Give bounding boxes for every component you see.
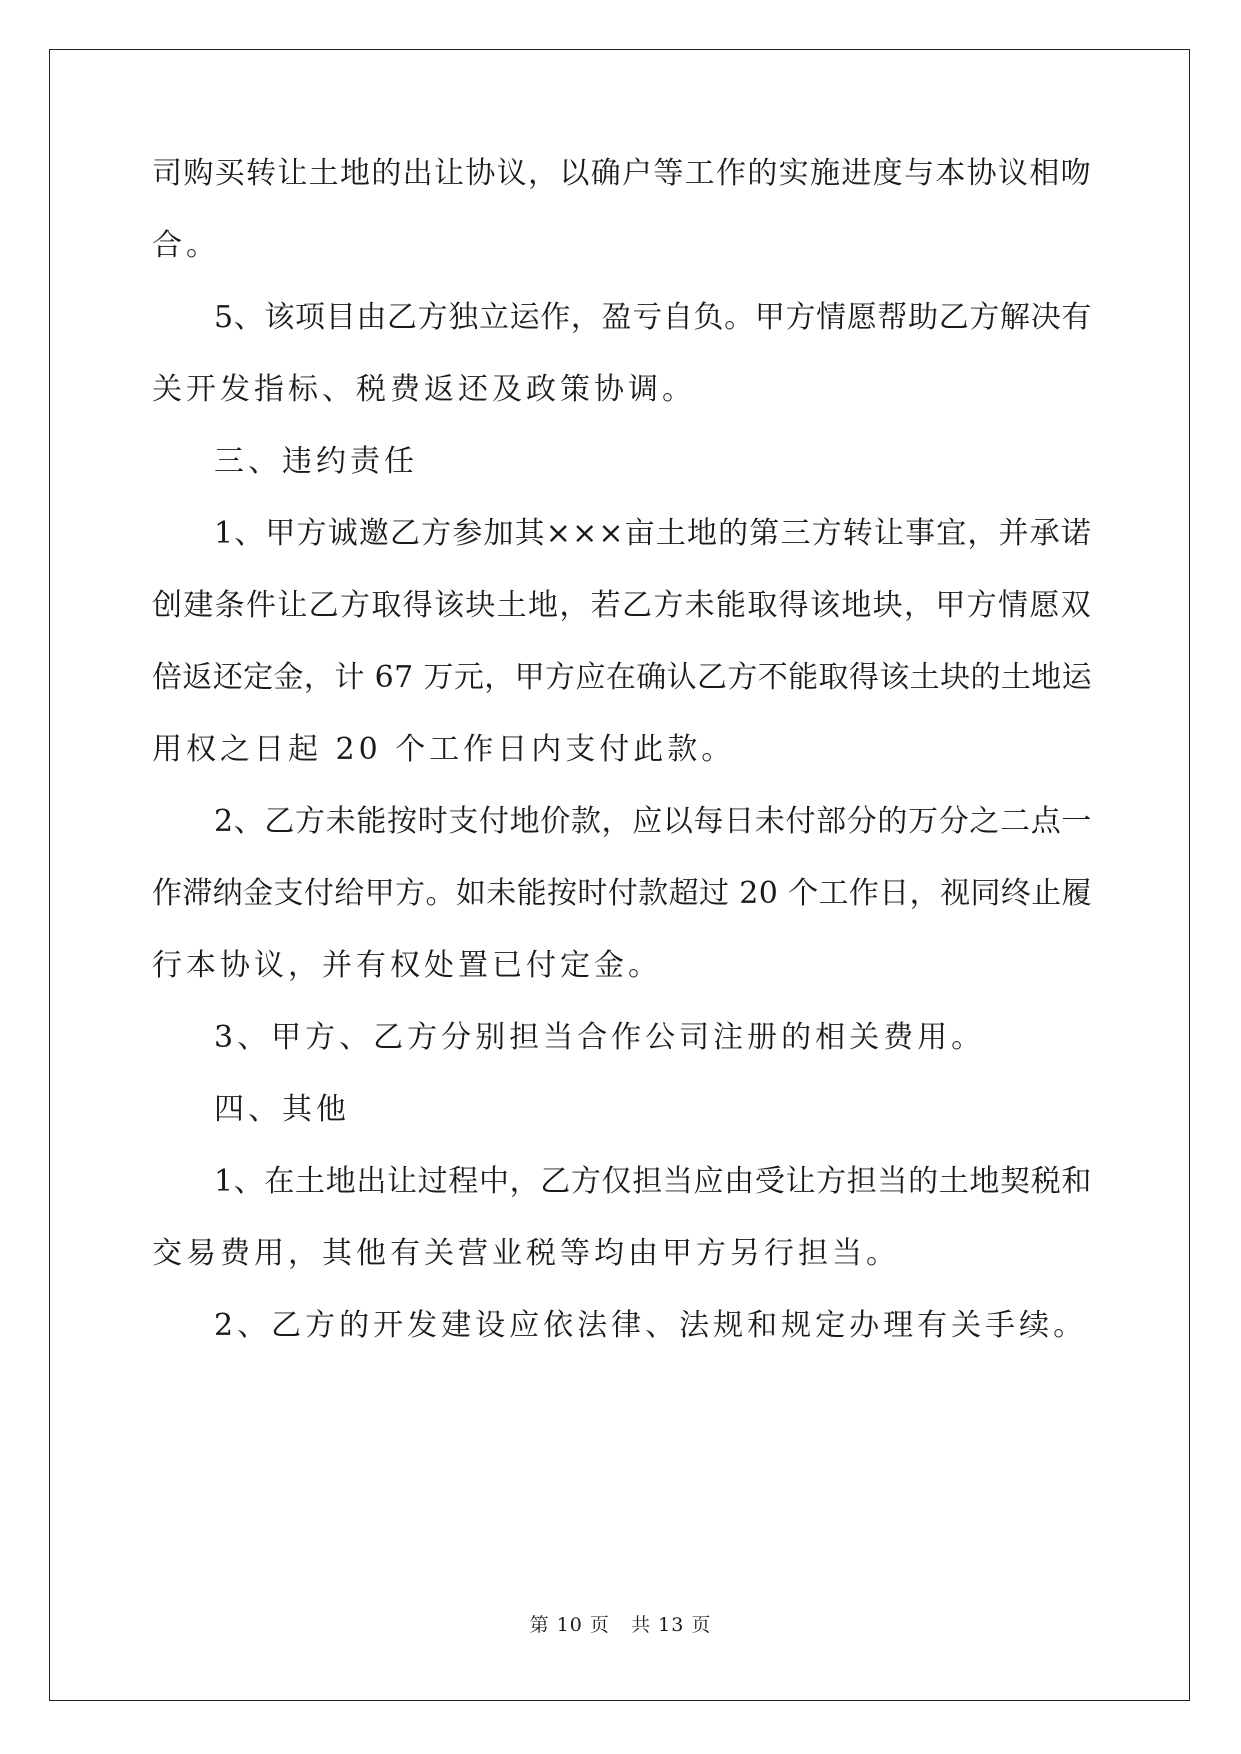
text-line: 关开发指标、税费返还及政策协调。	[152, 372, 696, 407]
section-heading: 四、其他	[214, 1092, 350, 1127]
text-line: 用权之日起 20 个工作日内支付此款。	[152, 732, 736, 767]
paragraph-start: 2、乙方未能按时支付地价款，应以每日未付部分的万分之二点一	[214, 804, 1092, 839]
paragraph-start: 5、该项目由乙方独立运作，盈亏自负。甲方情愿帮助乙方解决有	[214, 300, 1092, 335]
page-number-current: 第 10 页	[529, 1614, 610, 1636]
text-line: 作滞纳金支付给甲方。如未能按时付款超过 20 个工作日，视同终止履	[152, 876, 1092, 911]
page-footer	[0, 1613, 1241, 1637]
page-number-total: 共 13 页	[631, 1614, 712, 1636]
page-border	[49, 49, 1190, 1701]
text-line: 倍返还定金，计 67 万元，甲方应在确认乙方不能取得该土块的土地运	[152, 660, 1092, 695]
text-line: 创建条件让乙方取得该块土地，若乙方未能取得该地块，甲方情愿双	[152, 588, 1092, 623]
text-line: 合。	[152, 228, 220, 263]
paragraph-start: 3、甲方、乙方分别担当合作公司注册的相关费用。	[214, 1020, 986, 1055]
text-line: 司购买转让土地的出让协议，以确户等工作的实施进度与本协议相吻	[152, 156, 1092, 191]
paragraph-start: 1、在土地出让过程中，乙方仅担当应由受让方担当的土地契税和	[214, 1164, 1092, 1199]
footer-separator	[610, 1614, 631, 1636]
text-line: 交易费用，其他有关营业税等均由甲方另行担当。	[152, 1236, 900, 1271]
paragraph-start: 2、乙方的开发建设应依法律、法规和规定办理有关手续。	[214, 1308, 1088, 1343]
paragraph-start: 1、甲方诚邀乙方参加其×××亩土地的第三方转让事宜，并承诺	[214, 516, 1092, 551]
text-line: 行本协议，并有权处置已付定金。	[152, 948, 662, 983]
section-heading: 三、违约责任	[214, 444, 418, 479]
